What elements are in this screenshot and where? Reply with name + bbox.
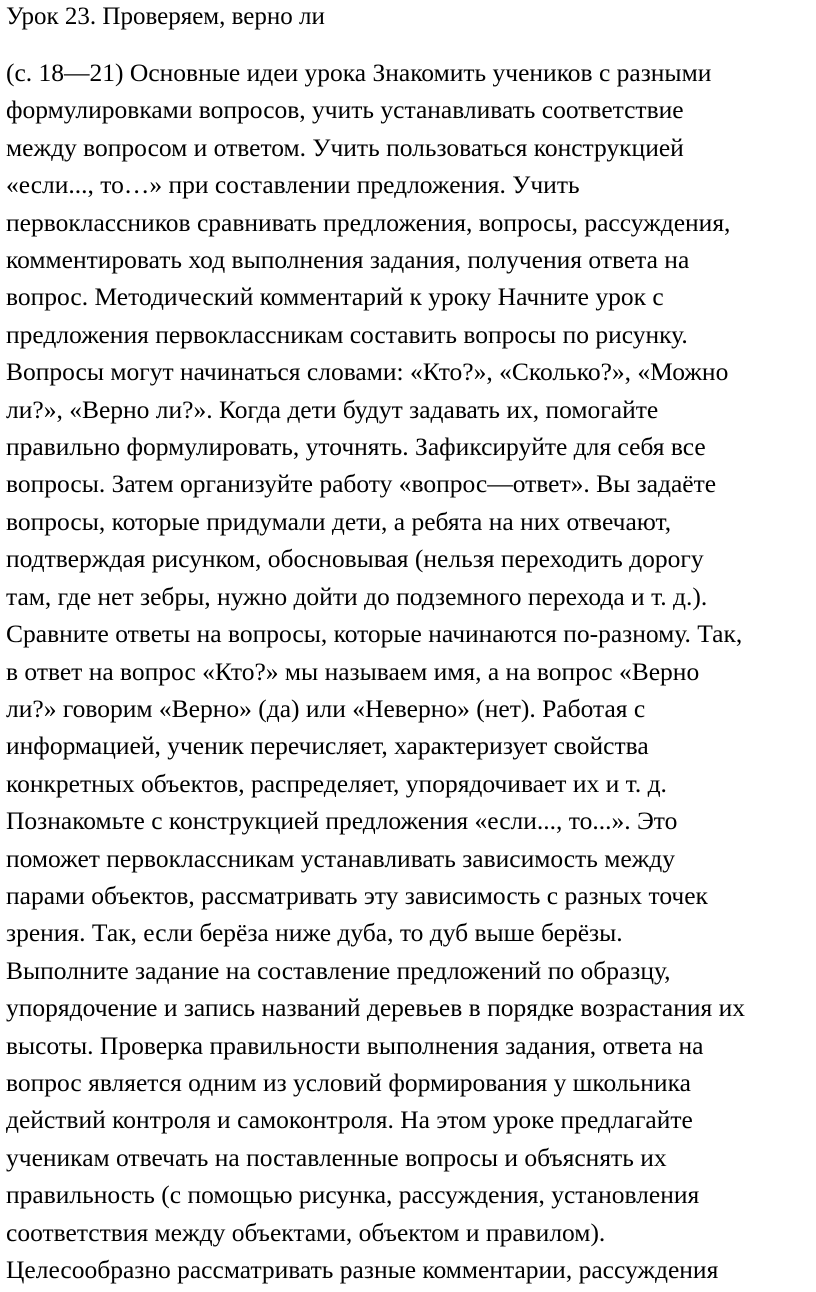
text-line: соответствия между объектами, объектом и правилом). xyxy=(6,1217,606,1247)
text-line: поможет первоклассникам устанавливать зависимость между xyxy=(6,843,676,873)
text-line: упорядочение и запись названий деревьев в порядке возрастания их xyxy=(6,993,746,1023)
text-line: Выполните задание на составление предложений по образцу, xyxy=(6,955,671,985)
text-line: «если..., то…» при составлении предложения. Учить xyxy=(6,170,580,200)
text-line: информацией, ученик перечисляет, характеризует свойства xyxy=(6,731,649,761)
text-line: правильность (с помощью рисунка, рассуждения, установления xyxy=(6,1180,700,1210)
text-line: ли?», «Верно ли?». Когда дети будут задавать их, помогайте xyxy=(6,394,659,424)
text-line: зрения. Так, если берёза ниже дуба, то дуб выше берёзы. xyxy=(6,918,623,948)
text-line: предложения первоклассникам составить вопросы по рисунку. xyxy=(6,319,688,349)
text-line: подтверждая рисунком, обосновывая (нельзя переходить дорогу xyxy=(6,544,704,574)
lesson-body xyxy=(6,54,745,1288)
text-line: между вопросом и ответом. Учить пользоваться конструкцией xyxy=(6,132,684,162)
text-line: высоты. Проверка правильности выполнения задания, ответа на xyxy=(6,1030,704,1060)
text-line: вопросы. Затем организуйте работу «вопрос—ответ». Вы задаёте xyxy=(6,469,717,499)
text-line: (с. 18—21) Основные идеи урока Знакомить учеников с разными xyxy=(6,58,712,87)
text-line: формулировками вопросов, учить устанавливать соответствие xyxy=(6,95,684,125)
text-line: там, где нет зебры, нужно дойти до подземного перехода и т. д.). xyxy=(6,581,708,611)
text-line: Сравните ответы на вопросы, которые начинаются по-разному. Так, xyxy=(6,619,743,649)
text-line: первоклассников сравнивать предложения, вопросы, рассуждения, xyxy=(6,207,731,237)
text-line: Вопросы могут начинаться словами: «Кто?», «Сколько?», «Можно xyxy=(6,357,729,387)
text-line: действий контроля и самоконтроля. На этом уроке предлагайте xyxy=(6,1105,693,1135)
text-line: Познакомьте с конструкцией предложения «если..., то...». Это xyxy=(6,806,678,836)
lesson-title: Урок 23. Проверяем, верно ли xyxy=(6,3,325,30)
text-line: вопрос. Методический комментарий к уроку Начните урок с xyxy=(6,282,664,312)
text-line: комментировать ход выполнения задания, получения ответа на xyxy=(6,245,690,275)
text-line: Целесообразно рассматривать разные комментарии, рассуждения xyxy=(6,1255,719,1284)
text-line: правильно формулировать, уточнять. Зафиксируйте для себя все xyxy=(6,432,706,462)
text-line: вопросы, которые придумали дети, а ребята на них отвечают, xyxy=(6,506,672,536)
text-line: ученикам отвечать на поставленные вопросы и объяснять их xyxy=(6,1142,667,1172)
text-line: конкретных объектов, распределяет, упорядочивает их и т. д. xyxy=(6,768,667,798)
text-line: ли?» говорим «Верно» (да) или «Неверно» (нет). Работая с xyxy=(6,693,646,723)
text-line: в ответ на вопрос «Кто?» мы называем имя, а на вопрос «Верно xyxy=(6,656,700,686)
text-line: парами объектов, рассматривать эту зависимость с разных точек xyxy=(6,880,708,910)
text-line: вопрос является одним из условий формирования у школьника xyxy=(6,1067,691,1097)
